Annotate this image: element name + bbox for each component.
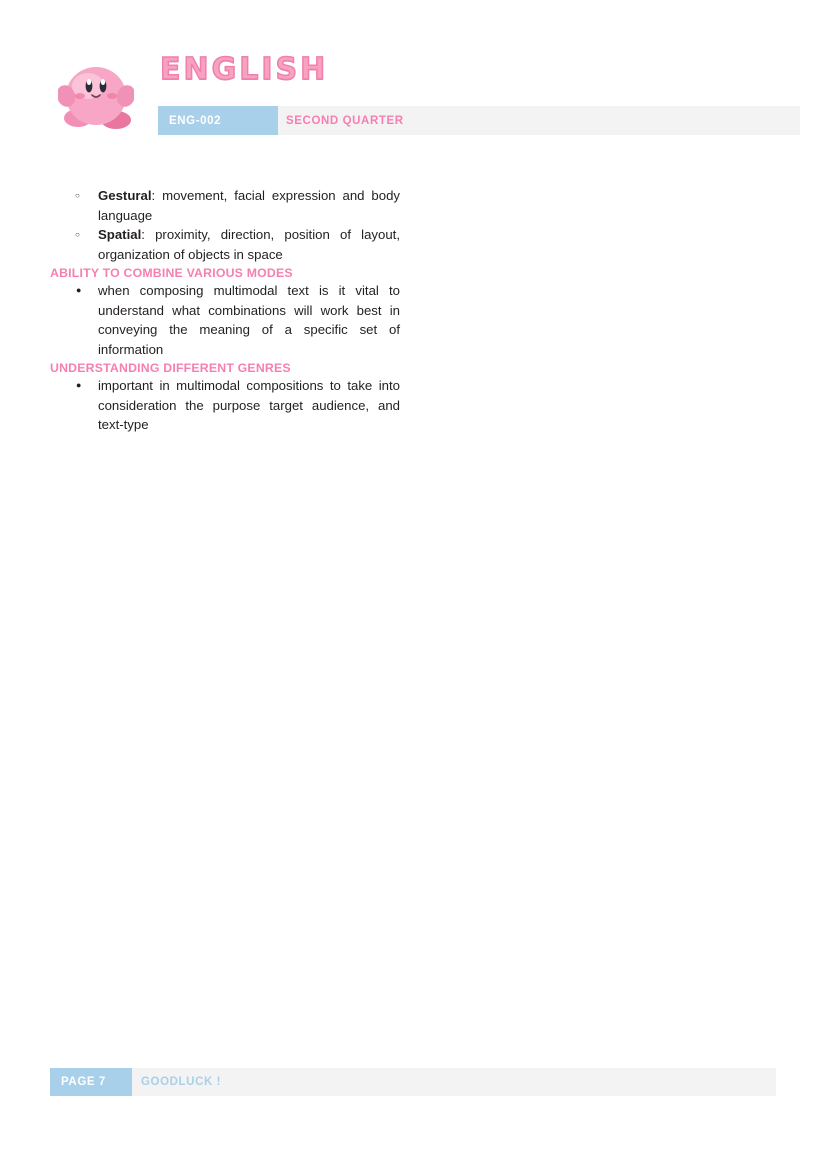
- page-number-badge: PAGE 7: [50, 1068, 132, 1096]
- quarter-label: SECOND QUARTER: [286, 114, 404, 127]
- section-heading: ABILITY TO COMBINE VARIOUS MODES: [50, 266, 293, 280]
- kirby-mascot-icon: [58, 62, 134, 134]
- sub-bullet-list: [50, 186, 400, 264]
- term-definition: movement, facial expression and body language: [98, 188, 400, 223]
- term-separator: :: [141, 227, 145, 242]
- list-item: [98, 225, 400, 264]
- section-bullet-list: [50, 281, 400, 359]
- list-item: ● when composing multimodal text is it vital to understand what combinations will work best in conveying the meaning of a specific set of information: [98, 281, 400, 359]
- subject-code-badge: ENG-002: [158, 106, 278, 135]
- page-title: ENGLISH: [160, 52, 329, 87]
- term-definition: proximity, direction, position of layout, organization of objects in space: [98, 227, 400, 262]
- section-bullet-list: [50, 376, 400, 435]
- footer-note: GOODLUCK !: [141, 1076, 222, 1088]
- term-separator: :: [151, 188, 156, 203]
- page-header: [0, 0, 828, 160]
- term-label: Gestural: [98, 188, 152, 203]
- list-item: [98, 186, 400, 225]
- notes-body: [50, 186, 400, 435]
- section-heading: UNDERSTANDING DIFFERENT GENRES: [50, 361, 291, 375]
- list-item: ● important in multimodal compositions to take into consideration the purpose target audience, and text-type: [98, 376, 400, 435]
- term-label: Spatial: [98, 227, 142, 242]
